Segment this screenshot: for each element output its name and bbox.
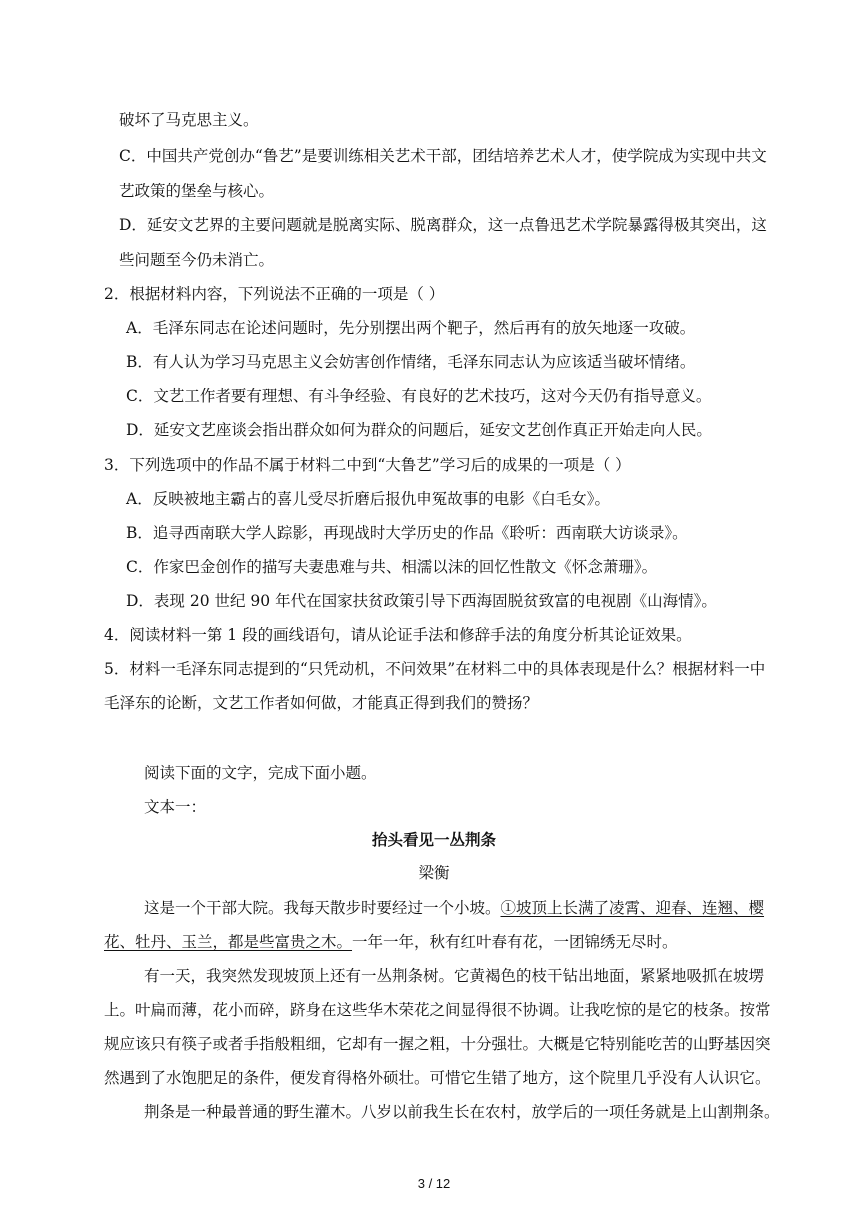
question-3-option-b: B．追寻西南联大学人踪影，再现战时大学历史的作品《聆听：西南联大访谈录》。 bbox=[126, 524, 688, 542]
passage-paragraph-1-line-1 bbox=[144, 898, 764, 918]
question-2-stem: 2．根据材料内容，下列说法不正确的一项是（ ） bbox=[104, 285, 445, 303]
option-c-line-2: 艺政策的堡垒与核心。 bbox=[119, 182, 275, 200]
option-d-line-2: 些问题至今仍未消亡。 bbox=[119, 251, 275, 269]
question-3-option-c: C．作家巴金创作的描写夫妻患难与共、相濡以沫的回忆性散文《怀念萧珊》。 bbox=[126, 558, 658, 576]
passage-paragraph-2-line-4: 然遇到了水饱肥足的条件，便发育得格外硕壮。可惜它生错了地方，这个院里几乎没有人认识它。 bbox=[104, 1069, 771, 1087]
page-number: 3 / 12 bbox=[417, 1176, 451, 1191]
passage-text: 这是一个干部大院。我每天散步时要经过一个小坡。 bbox=[144, 899, 501, 917]
material-line: 破坏了马克思主义。 bbox=[119, 111, 259, 129]
option-d-line-1: D．延安文艺界的主要问题就是脱离实际、脱离群众，这一点鲁迅艺术学院暴露得极其突出，这 bbox=[119, 216, 767, 234]
option-c-line-1: C．中国共产党创办“鲁艺”是要训练相关艺术干部，团结培养艺术人才，使学院成为实现中共文 bbox=[119, 147, 767, 165]
passage-paragraph-2-line-3: 规应该只有筷子或者手指般粗细，它却有一握之粗，十分强壮。大概是它特别能吃苦的山野基因突 bbox=[104, 1035, 771, 1053]
passage-paragraph-3-line-1: 荆条是一种最普通的野生灌木。八岁以前我生长在农村，放学后的一项任务就是上山割荆条。 bbox=[144, 1103, 780, 1121]
question-3-option-d: D．表现 20 世纪 90 年代在国家扶贫政策引导下西海固脱贫致富的电视剧《山海情》。 bbox=[126, 592, 717, 610]
question-2-option-a: A．毛泽东同志在论述问题时，先分别摆出两个靶子，然后再有的放矢地逐一攻破。 bbox=[126, 319, 696, 337]
passage-paragraph-2-line-1: 有一天，我突然发现坡顶上还有一丛荆条树。它黄褐色的枝干钻出地面，紧紧地吸抓在坡塄 bbox=[144, 967, 765, 985]
underlined-sentence: 花、牡丹、玉兰，都是些富贵之木。 bbox=[104, 933, 353, 951]
question-2-option-d: D．延安文艺座谈会指出群众如何为群众的问题后，延安文艺创作真正开始走向人民。 bbox=[126, 421, 712, 439]
passage-paragraph-1-line-2 bbox=[104, 932, 678, 952]
question-3-option-a: A．反映被地主霸占的喜儿受尽折磨后报仇申冤故事的电影《白毛女》。 bbox=[126, 490, 610, 508]
question-5-stem-line-2: 毛泽东的论断，文艺工作者如何做，才能真正得到我们的赞扬？ bbox=[104, 694, 539, 712]
passage-title: 抬头看见一丛荆条 bbox=[371, 830, 496, 849]
passage-text: 一年一年，秋有红叶春有花，一团锦绣无尽时。 bbox=[352, 933, 678, 951]
question-3-stem: 3．下列选项中的作品不属于材料二中到“大鲁艺”学习后的成果的一项是（ ） bbox=[104, 456, 631, 474]
question-2-option-b: B．有人认为学习马克思主义会妨害创作情绪，毛泽东同志认为应该适当破坏情绪。 bbox=[126, 353, 696, 371]
text-label: 文本一： bbox=[144, 798, 207, 816]
underlined-sentence: ①坡顶上长满了凌霄、迎春、连翘、樱 bbox=[500, 899, 765, 917]
passage-paragraph-2-line-2: 上。叶扁而薄，花小而碎，跻身在这些华木荣花之间显得很不协调。让我吃惊的是它的枝条。按常 bbox=[104, 1001, 771, 1019]
question-4-stem: 4．阅读材料一第 1 段的画线语句，请从论证手法和修辞手法的角度分析其论证效果。 bbox=[104, 626, 692, 644]
reading-instruction: 阅读下面的文字，完成下面小题。 bbox=[144, 764, 377, 782]
question-2-option-c: C．文艺工作者要有理想、有斗争经验、有良好的艺术技巧，这对今天仍有指导意义。 bbox=[126, 387, 712, 405]
question-5-stem-line-1: 5．材料一毛泽东同志提到的“只凭动机，不问效果”在材料二中的具体表现是什么？根据材料一中 bbox=[104, 660, 766, 678]
passage-author: 梁衡 bbox=[418, 864, 450, 882]
